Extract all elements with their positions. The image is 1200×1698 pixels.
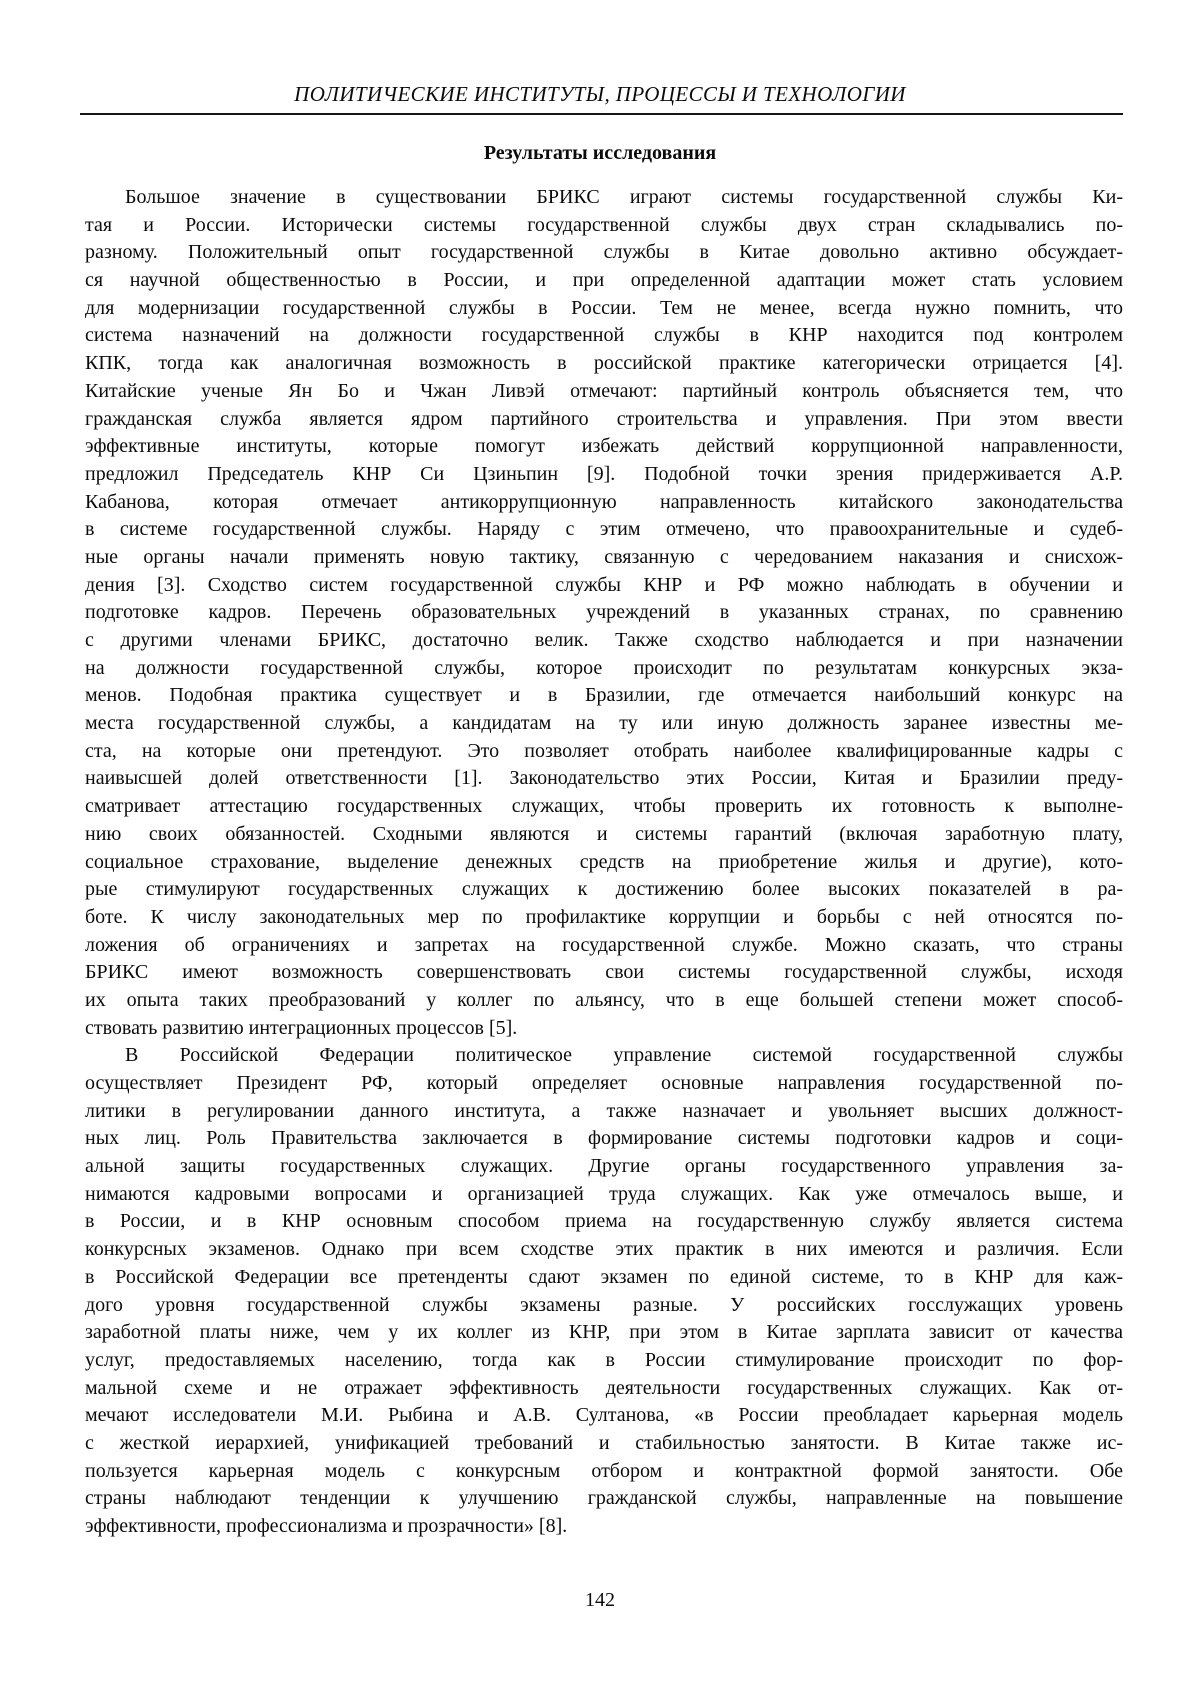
text-line: социальное страхование, выделение денежных средств на приобретение жилья и другие), кото- [85, 850, 1123, 873]
text-line: сматривает аттестацию государственных служащих, чтобы проверить их готовность к выполне- [85, 795, 1123, 818]
text-line: с жесткой иерархией, унификацией требований и стабильностью занятости. В Китае также ис- [85, 1431, 1123, 1454]
text-line: ствовать развитию интеграционных процессов [5]. [85, 1016, 518, 1039]
text-line: услуг, предоставляемых населению, тогда как в России стимулирование происходит по фор- [85, 1348, 1123, 1371]
text-line: тая и России. Исторически системы государственной службы двух стран складывались по- [85, 213, 1123, 236]
text-line: Китайские ученые Ян Бо и Чжан Ливэй отмечают: партийный контроль объясняется тем, что [85, 379, 1123, 402]
text-line: эффективности, профессионализма и прозрачности» [8]. [85, 1515, 568, 1537]
text-line: подготовке кадров. Перечень образовательных учреждений в указанных странах, по сравнению [85, 601, 1123, 624]
text-line: мальной схеме и не отражает эффективность деятельности государственных служащих. Как от- [85, 1376, 1123, 1399]
text-line: места государственной службы, а кандидатам на ту или иную должность заранее известны ме- [85, 712, 1123, 735]
text-line: пользуется карьерная модель с конкурсным отбором и контрактной формой занятости. Обе [85, 1459, 1123, 1482]
text-line: дого уровня государственной службы экзамены разные. У российских госслужащих уровень [85, 1293, 1123, 1316]
text-line: Кабанова, которая отмечает антикоррупционную направленность китайского законодательства [85, 490, 1123, 513]
text-line: гражданская служба является ядром партийного строительства и управления. При этом ввести [85, 407, 1123, 430]
text-line: Большое значение в существовании БРИКС играют системы государственной службы Ки- [125, 186, 1123, 208]
text-line: на должности государственной службы, которое происходит по результатам конкурсных экза- [85, 656, 1123, 679]
text-line: страны наблюдают тенденции к улучшению гражданской службы, направленные на повышение [85, 1487, 1123, 1510]
text-line: предложил Председатель КНР Си Цзиньпин [9]. Подобной точки зрения придерживается А.Р. [85, 462, 1123, 485]
header-rule [80, 113, 1123, 115]
text-line: наивысшей долей ответственности [1]. Законодательство этих России, Китая и Бразилии преду- [85, 767, 1123, 790]
text-line: конкурсных экзаменов. Однако при всем сходстве этих практик в них имеются и различия. Если [85, 1238, 1123, 1261]
journal-running-head: ПОЛИТИЧЕСКИЕ ИНСТИТУТЫ, ПРОЦЕССЫ И ТЕХНОЛОГИИ [294, 82, 906, 106]
text-line: менов. Подобная практика существует и в Бразилии, где отмечается наибольший конкурс на [85, 684, 1123, 707]
text-line: осуществляет Президент РФ, который определяет основные направления государственной по- [85, 1072, 1123, 1094]
text-line: их опыта таких преобразований у коллег по альянсу, что в еще большей степени может способ- [85, 988, 1123, 1011]
text-line: рые стимулируют государственных служащих к достижению более высоких показателей в ра- [85, 878, 1123, 901]
text-line: литики в регулировании данного института, а также назначает и увольняет высших должност- [85, 1099, 1123, 1122]
section-title: Результаты исследования [483, 142, 717, 164]
text-line: в Российской Федерации все претенденты сдают экзамен по единой системе, то в КНР для каж- [85, 1265, 1123, 1288]
page-number: 142 [585, 1589, 615, 1611]
text-line: мечают исследователи М.И. Рыбина и А.В. Султанова, «в России преобладает карьерная модель [85, 1404, 1123, 1427]
text-line: нимаются кадровыми вопросами и организацией труда служащих. Как уже отмечалось выше, и [85, 1182, 1123, 1205]
text-line: ложения об ограничениях и запретах на государственной службе. Можно сказать, что страны [85, 933, 1123, 956]
text-line: заработной платы ниже, чем у их коллег из КНР, при этом в Китае зарплата зависит от качества [85, 1321, 1123, 1344]
text-line: в России, и в КНР основным способом приема на государственную службу является система [85, 1210, 1123, 1233]
text-line: ные органы начали применять новую тактику, связанную с чередованием наказания и снисхож- [85, 545, 1123, 568]
text-line: в системе государственной службы. Наряду с этим отмечено, что правоохранительные и судеб- [85, 518, 1123, 541]
text-line: В Российской Федерации политическое управление системой государственной службы [125, 1044, 1123, 1067]
text-line: КПК, тогда как аналогичная возможность в российской практике категорически отрицается [4]. [85, 352, 1123, 375]
text-line: боте. К числу законодательных мер по профилактике коррупции и борьбы с ней относятся по- [85, 905, 1123, 928]
text-line: с другими членами БРИКС, достаточно велик. Также сходство наблюдается и при назначении [85, 629, 1123, 651]
text-line: эффективные институты, которые помогут избежать действий коррупционной направленности, [85, 435, 1123, 458]
text-line: альной защиты государственных служащих. Другие органы государственного управления за- [85, 1155, 1123, 1178]
text-line: ных лиц. Роль Правительства заключается в формирование системы подготовки кадров и соци- [85, 1127, 1123, 1150]
text-line: дения [3]. Сходство систем государственной службы КНР и РФ можно наблюдать в обучении и [85, 573, 1123, 596]
text-line: нию своих обязанностей. Сходными являются и системы гарантий (включая заработную плату, [85, 822, 1123, 845]
article-body [85, 184, 1123, 1541]
text-line: БРИКС имеют возможность совершенствовать свои системы государственной службы, исходя [85, 961, 1123, 984]
text-line: ста, на которые они претендуют. Это позволяет отобрать наиболее квалифицированные кадры с [85, 739, 1123, 762]
text-line: разному. Положительный опыт государственной службы в Китае довольно активно обсуждает- [85, 241, 1123, 264]
text-line: для модернизации государственной службы в России. Тем не менее, всегда нужно помнить, что [85, 296, 1123, 319]
text-line: система назначений на должности государственной службы в КНР находится под контролем [85, 324, 1123, 347]
text-line: ся научной общественностью в России, и при определенной адаптации может стать условием [85, 269, 1123, 292]
